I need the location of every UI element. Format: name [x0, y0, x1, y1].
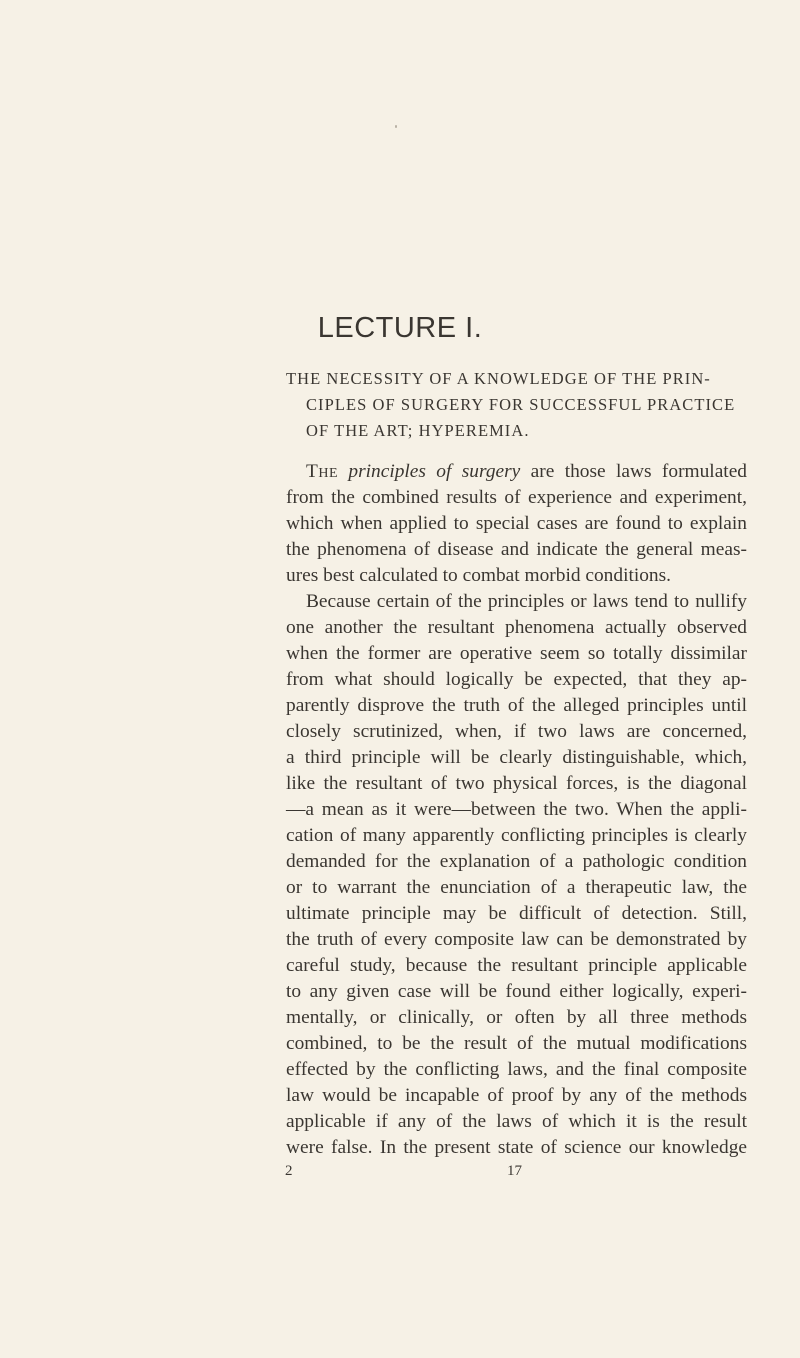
opening-rest: are those laws formulated — [530, 461, 747, 482]
body-line: which when applied to special cases are found to explain — [286, 513, 747, 534]
body-line: effected by the conflicting laws, and the final composite — [286, 1059, 747, 1080]
body-line: ures best calculated to combat morbid conditions. — [286, 565, 672, 586]
body-line: the phenomena of disease and indicate the general meas- — [286, 539, 747, 560]
body-line: were false. In the present state of science our knowledge — [286, 1137, 747, 1158]
body-line: applicable if any of the laws of which it is the result — [286, 1111, 747, 1132]
lecture-heading: LECTURE I. — [317, 312, 483, 344]
subtitle-line: THE NECESSITY OF A KNOWLEDGE OF THE PRIN- — [286, 369, 711, 388]
body-line: careful study, because the resultant principle applicable — [286, 955, 747, 976]
body-line: mentally, or clinically, or often by all three methods — [286, 1007, 747, 1028]
body-line: demanded for the explanation of a pathologic condition — [286, 851, 747, 872]
body-line: —a mean as it were—between the two. When the appli- — [286, 799, 747, 820]
body-line: the truth of every composite law can be demonstrated by — [286, 929, 747, 950]
body-line: ultimate principle may be difficult of detection. Still, — [286, 903, 747, 924]
body-line: law would be incapable of proof by any of the methods — [286, 1085, 747, 1106]
subtitle-line: CIPLES OF SURGERY FOR SUCCESSFUL PRACTICE — [306, 395, 736, 414]
body-line: one another the resultant phenomena actually observed — [286, 617, 747, 638]
body-line: to any given case will be found either logically, experi- — [286, 981, 747, 1002]
signature-mark: 2 — [285, 1163, 293, 1179]
opening-line — [306, 461, 747, 483]
body-line: from the combined results of experience and experiment, — [286, 487, 747, 508]
subtitle-line: OF THE ART; HYPEREMIA. — [306, 421, 530, 440]
body-line: like the resultant of two physical forces, is the diagonal — [286, 773, 747, 794]
body-line: combined, to be the result of the mutual modifications — [286, 1033, 747, 1054]
body-line: or to warrant the enunciation of a therapeutic law, the — [286, 877, 747, 898]
body-line: when the former are operative seem so totally dissimilar — [286, 643, 747, 664]
body-line: a third principle will be clearly distinguishable, which, — [286, 747, 747, 768]
page-number: 17 — [507, 1163, 522, 1179]
paper-speck — [395, 125, 397, 128]
body-line: Because certain of the principles or laws tend to nullify — [306, 591, 747, 612]
body-line: from what should logically be expected, that they ap- — [286, 669, 747, 690]
body-line: closely scrutinized, when, if two laws are concerned, — [286, 721, 747, 742]
body-line: parently disprove the truth of the alleged principles until — [286, 695, 747, 716]
opening-lead: The — [306, 461, 339, 482]
opening-italic: principles of surgery — [348, 461, 521, 482]
body-line: cation of many apparently conflicting principles is clearly — [286, 825, 747, 846]
